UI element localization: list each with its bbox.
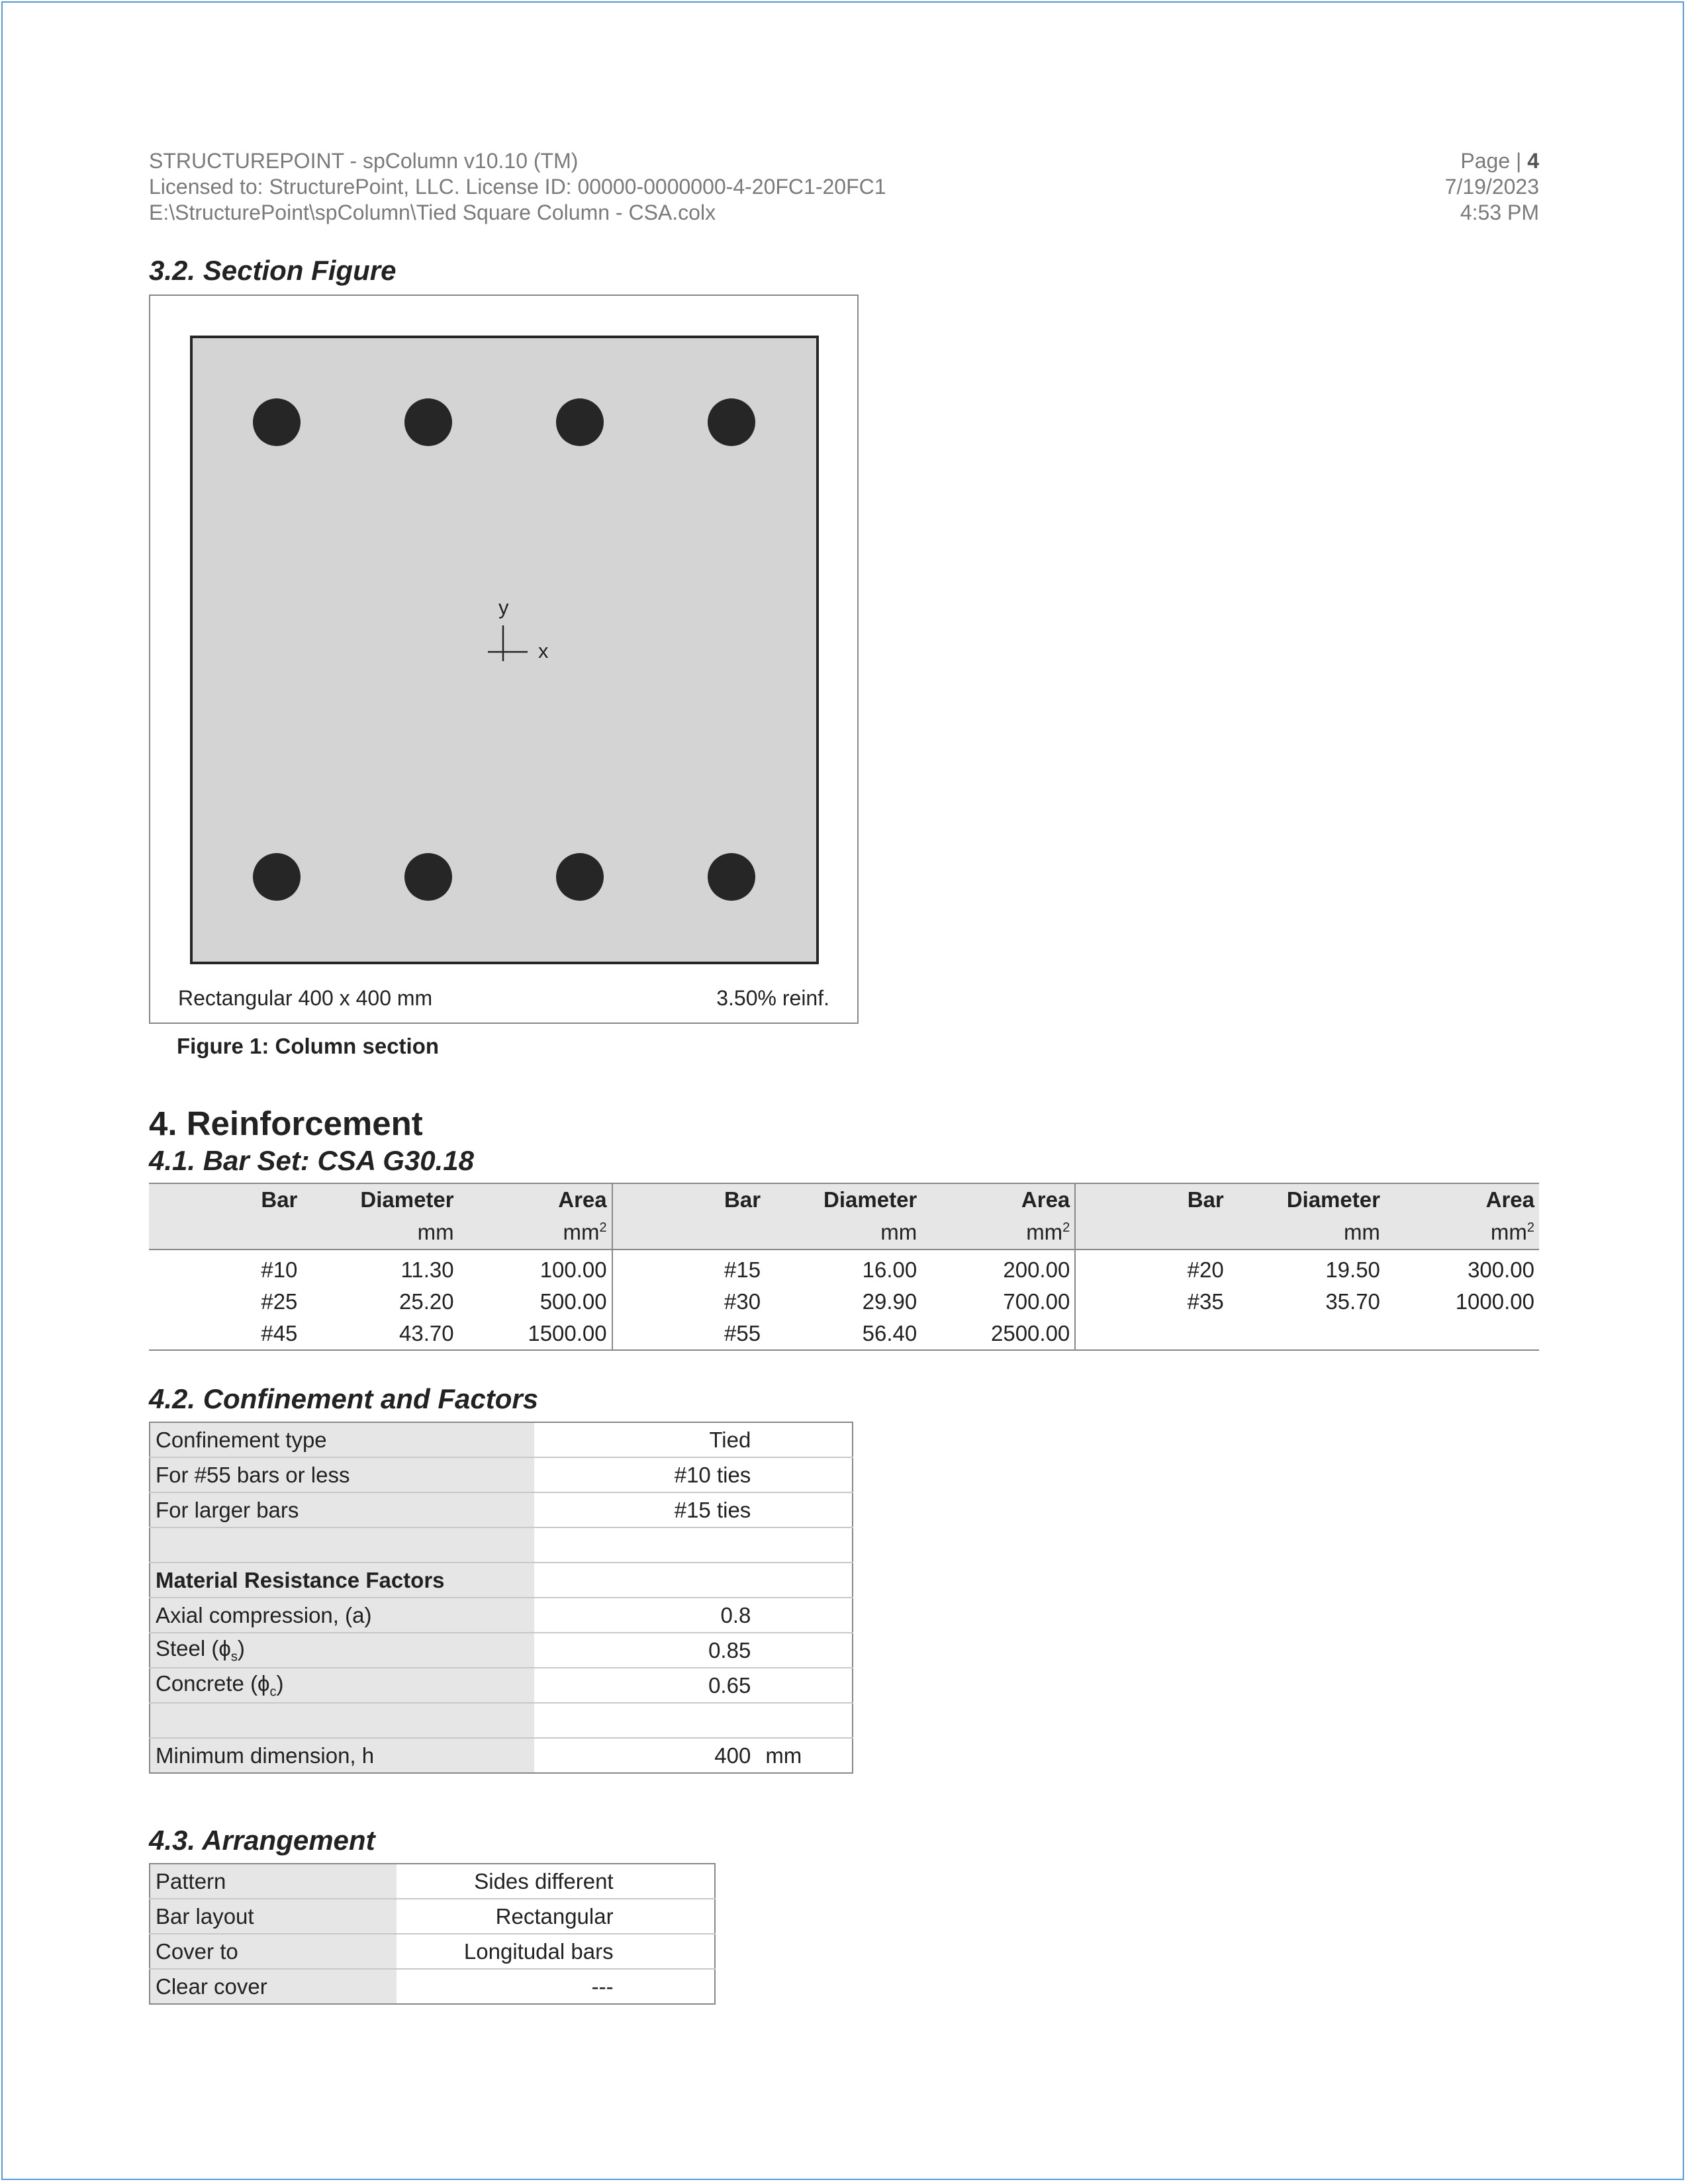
column-section-drawing (150, 296, 857, 1023)
unit-area: $mm^2$ (1385, 1216, 1539, 1250)
bottom-rebar (253, 853, 301, 901)
bar-size: #55 (612, 1318, 765, 1350)
unit-area: $mm^2$ (459, 1216, 612, 1250)
unit-diameter: mm (1229, 1216, 1385, 1250)
bar-diameter: 11.30 (400, 1257, 454, 1282)
bar-layout-value: Rectangular (397, 1899, 619, 1934)
clear-cover-value: --- (397, 1969, 619, 2004)
bar-size: #15 (724, 1257, 761, 1282)
bar-size: #10 (261, 1257, 298, 1282)
top-rebar (253, 398, 301, 446)
table-row (150, 1668, 853, 1703)
header-date: 7/19/2023 (1444, 175, 1539, 199)
bottom-rebar (404, 853, 452, 901)
table-row (150, 1492, 853, 1527)
unit-diameter: mm (765, 1216, 921, 1250)
header-file-path: E:\StructurePoint\spColumn\Tied Square Column - CSA.colx (149, 201, 716, 224)
bar-area (1385, 1318, 1539, 1350)
resistance-factors-heading: Material Resistance Factors (150, 1563, 534, 1598)
bar-size (1075, 1318, 1228, 1350)
col-header-diameter: Diameter (765, 1183, 921, 1216)
bar-area: 1500.00 (459, 1318, 612, 1350)
confinement-table (149, 1422, 853, 1774)
bar-diameter: 56.40 (765, 1318, 921, 1350)
col-header-area: Area (459, 1183, 612, 1216)
unit-area: $mm^2$ (921, 1216, 1075, 1250)
cover-to-label: Cover to (150, 1934, 397, 1969)
bar-area: 500.00 (459, 1286, 612, 1318)
min-dimension-label: Minimum dimension, h (150, 1738, 534, 1773)
large-bars-tie-value: #15 ties (534, 1492, 756, 1527)
col-header-diameter: Diameter (1229, 1183, 1385, 1216)
col-header-area: Area (921, 1183, 1075, 1216)
steel-factor-value: 0.85 (534, 1633, 756, 1668)
top-rebar (556, 398, 604, 446)
section-figure-frame (149, 295, 859, 1024)
table-row (150, 1422, 853, 1457)
header-license: Licensed to: StructurePoint, LLC. License ID: 00000-0000000-4-20FC1-20FC1 (149, 175, 886, 199)
report-header-meta (1445, 148, 1539, 226)
confinement-type-value: Tied (534, 1422, 756, 1457)
bar-area: 700.00 (921, 1286, 1075, 1318)
page-indicator (1445, 148, 1539, 174)
figure-title: Figure 1: Column section (177, 1034, 440, 1058)
concrete-factor-label: Concrete $(\phi_c)$ (150, 1668, 534, 1703)
bar-set-units-row (149, 1216, 1539, 1250)
bar-diameter: 19.50 (1325, 1257, 1380, 1282)
table-row (150, 1563, 853, 1598)
large-bars-tie-label: For larger bars (150, 1492, 534, 1527)
col-header-bar: Bar (149, 1183, 302, 1216)
concrete-factor-value: 0.65 (534, 1668, 756, 1703)
report-header (149, 148, 886, 226)
col-header-bar: Bar (612, 1183, 765, 1216)
table-row (150, 1703, 853, 1738)
page-label: Page | (1460, 149, 1528, 173)
table-row (150, 1598, 853, 1633)
bar-area: 1000.00 (1455, 1289, 1534, 1314)
table-row (150, 1527, 853, 1563)
header-time: 4:53 PM (1460, 201, 1539, 224)
table-row (150, 1899, 715, 1934)
table-row (150, 1633, 853, 1668)
axis-y-label: y (498, 596, 509, 619)
bar-diameter: 25.20 (399, 1289, 454, 1314)
small-bars-tie-label: For #55 bars or less (150, 1457, 534, 1492)
table-row (150, 1934, 715, 1969)
section-figure-heading: 3.2. Section Figure (149, 255, 397, 286)
bar-diameter: 35.70 (1325, 1289, 1380, 1314)
table-row (150, 1738, 853, 1773)
bar-area: 100.00 (459, 1250, 612, 1286)
bar-set-table (149, 1183, 1539, 1351)
min-dimension-value: 400 (534, 1738, 756, 1773)
bar-size: #20 (1187, 1257, 1224, 1282)
min-dimension-unit: mm (756, 1738, 853, 1773)
bar-area: 2500.00 (921, 1318, 1075, 1350)
axial-factor-label: Axial compression, (a) (150, 1598, 534, 1633)
bar-diameter: 16.00 (862, 1257, 917, 1282)
bar-diameter: 29.90 (862, 1289, 917, 1314)
bar-set-heading: 4.1. Bar Set: CSA G30.18 (149, 1145, 474, 1176)
pattern-label: Pattern (150, 1864, 397, 1899)
reinforcement-ratio-caption: 3.50% reinf. (716, 986, 829, 1010)
confinement-heading: 4.2. Confinement and Factors (149, 1383, 539, 1414)
confinement-type-label: Confinement type (150, 1422, 534, 1457)
bar-layout-label: Bar layout (150, 1899, 397, 1934)
bar-size: #30 (724, 1289, 761, 1314)
axis-x-label: x (538, 639, 549, 662)
axial-factor-value: 0.8 (534, 1598, 756, 1633)
bar-size: #25 (261, 1289, 298, 1314)
bottom-rebar (556, 853, 604, 901)
small-bars-tie-value: #10 ties (534, 1457, 756, 1492)
table-row (149, 1250, 1539, 1286)
bar-diameter (1229, 1318, 1385, 1350)
col-header-area: Area (1385, 1183, 1539, 1216)
clear-cover-label: Clear cover (150, 1969, 397, 2004)
header-program: STRUCTUREPOINT - spColumn v10.10 (TM) (149, 149, 579, 173)
bar-size: #45 (149, 1318, 302, 1350)
steel-factor-label: Steel $(\phi_s)$ (150, 1633, 534, 1668)
section-dimensions-caption: Rectangular 400 x 400 mm (178, 986, 433, 1010)
reinforcement-heading: 4. Reinforcement (149, 1105, 423, 1142)
unit-bar (149, 1216, 302, 1250)
bottom-rebar (708, 853, 755, 901)
unit-bar (612, 1216, 765, 1250)
page-number: 4 (1527, 149, 1539, 173)
table-row (150, 1969, 715, 2004)
table-row (150, 1457, 853, 1492)
bar-diameter: 43.70 (302, 1318, 458, 1350)
top-rebar (708, 398, 755, 446)
table-row (149, 1318, 1539, 1350)
unit-diameter: mm (302, 1216, 458, 1250)
arrangement-heading: 4.3. Arrangement (149, 1825, 375, 1856)
unit-bar (1075, 1216, 1228, 1250)
bar-area: 300.00 (1468, 1257, 1534, 1282)
bar-size: #35 (1187, 1289, 1224, 1314)
pattern-value: Sides different (397, 1864, 619, 1899)
table-row (150, 1864, 715, 1899)
bar-area: 200.00 (921, 1250, 1075, 1286)
table-row (149, 1286, 1539, 1318)
cover-to-value: Longitudal bars (397, 1934, 619, 1969)
col-header-diameter: Diameter (302, 1183, 458, 1216)
bar-set-header-row (149, 1183, 1539, 1216)
arrangement-table (149, 1863, 716, 2005)
col-header-bar: Bar (1075, 1183, 1228, 1216)
top-rebar (404, 398, 452, 446)
